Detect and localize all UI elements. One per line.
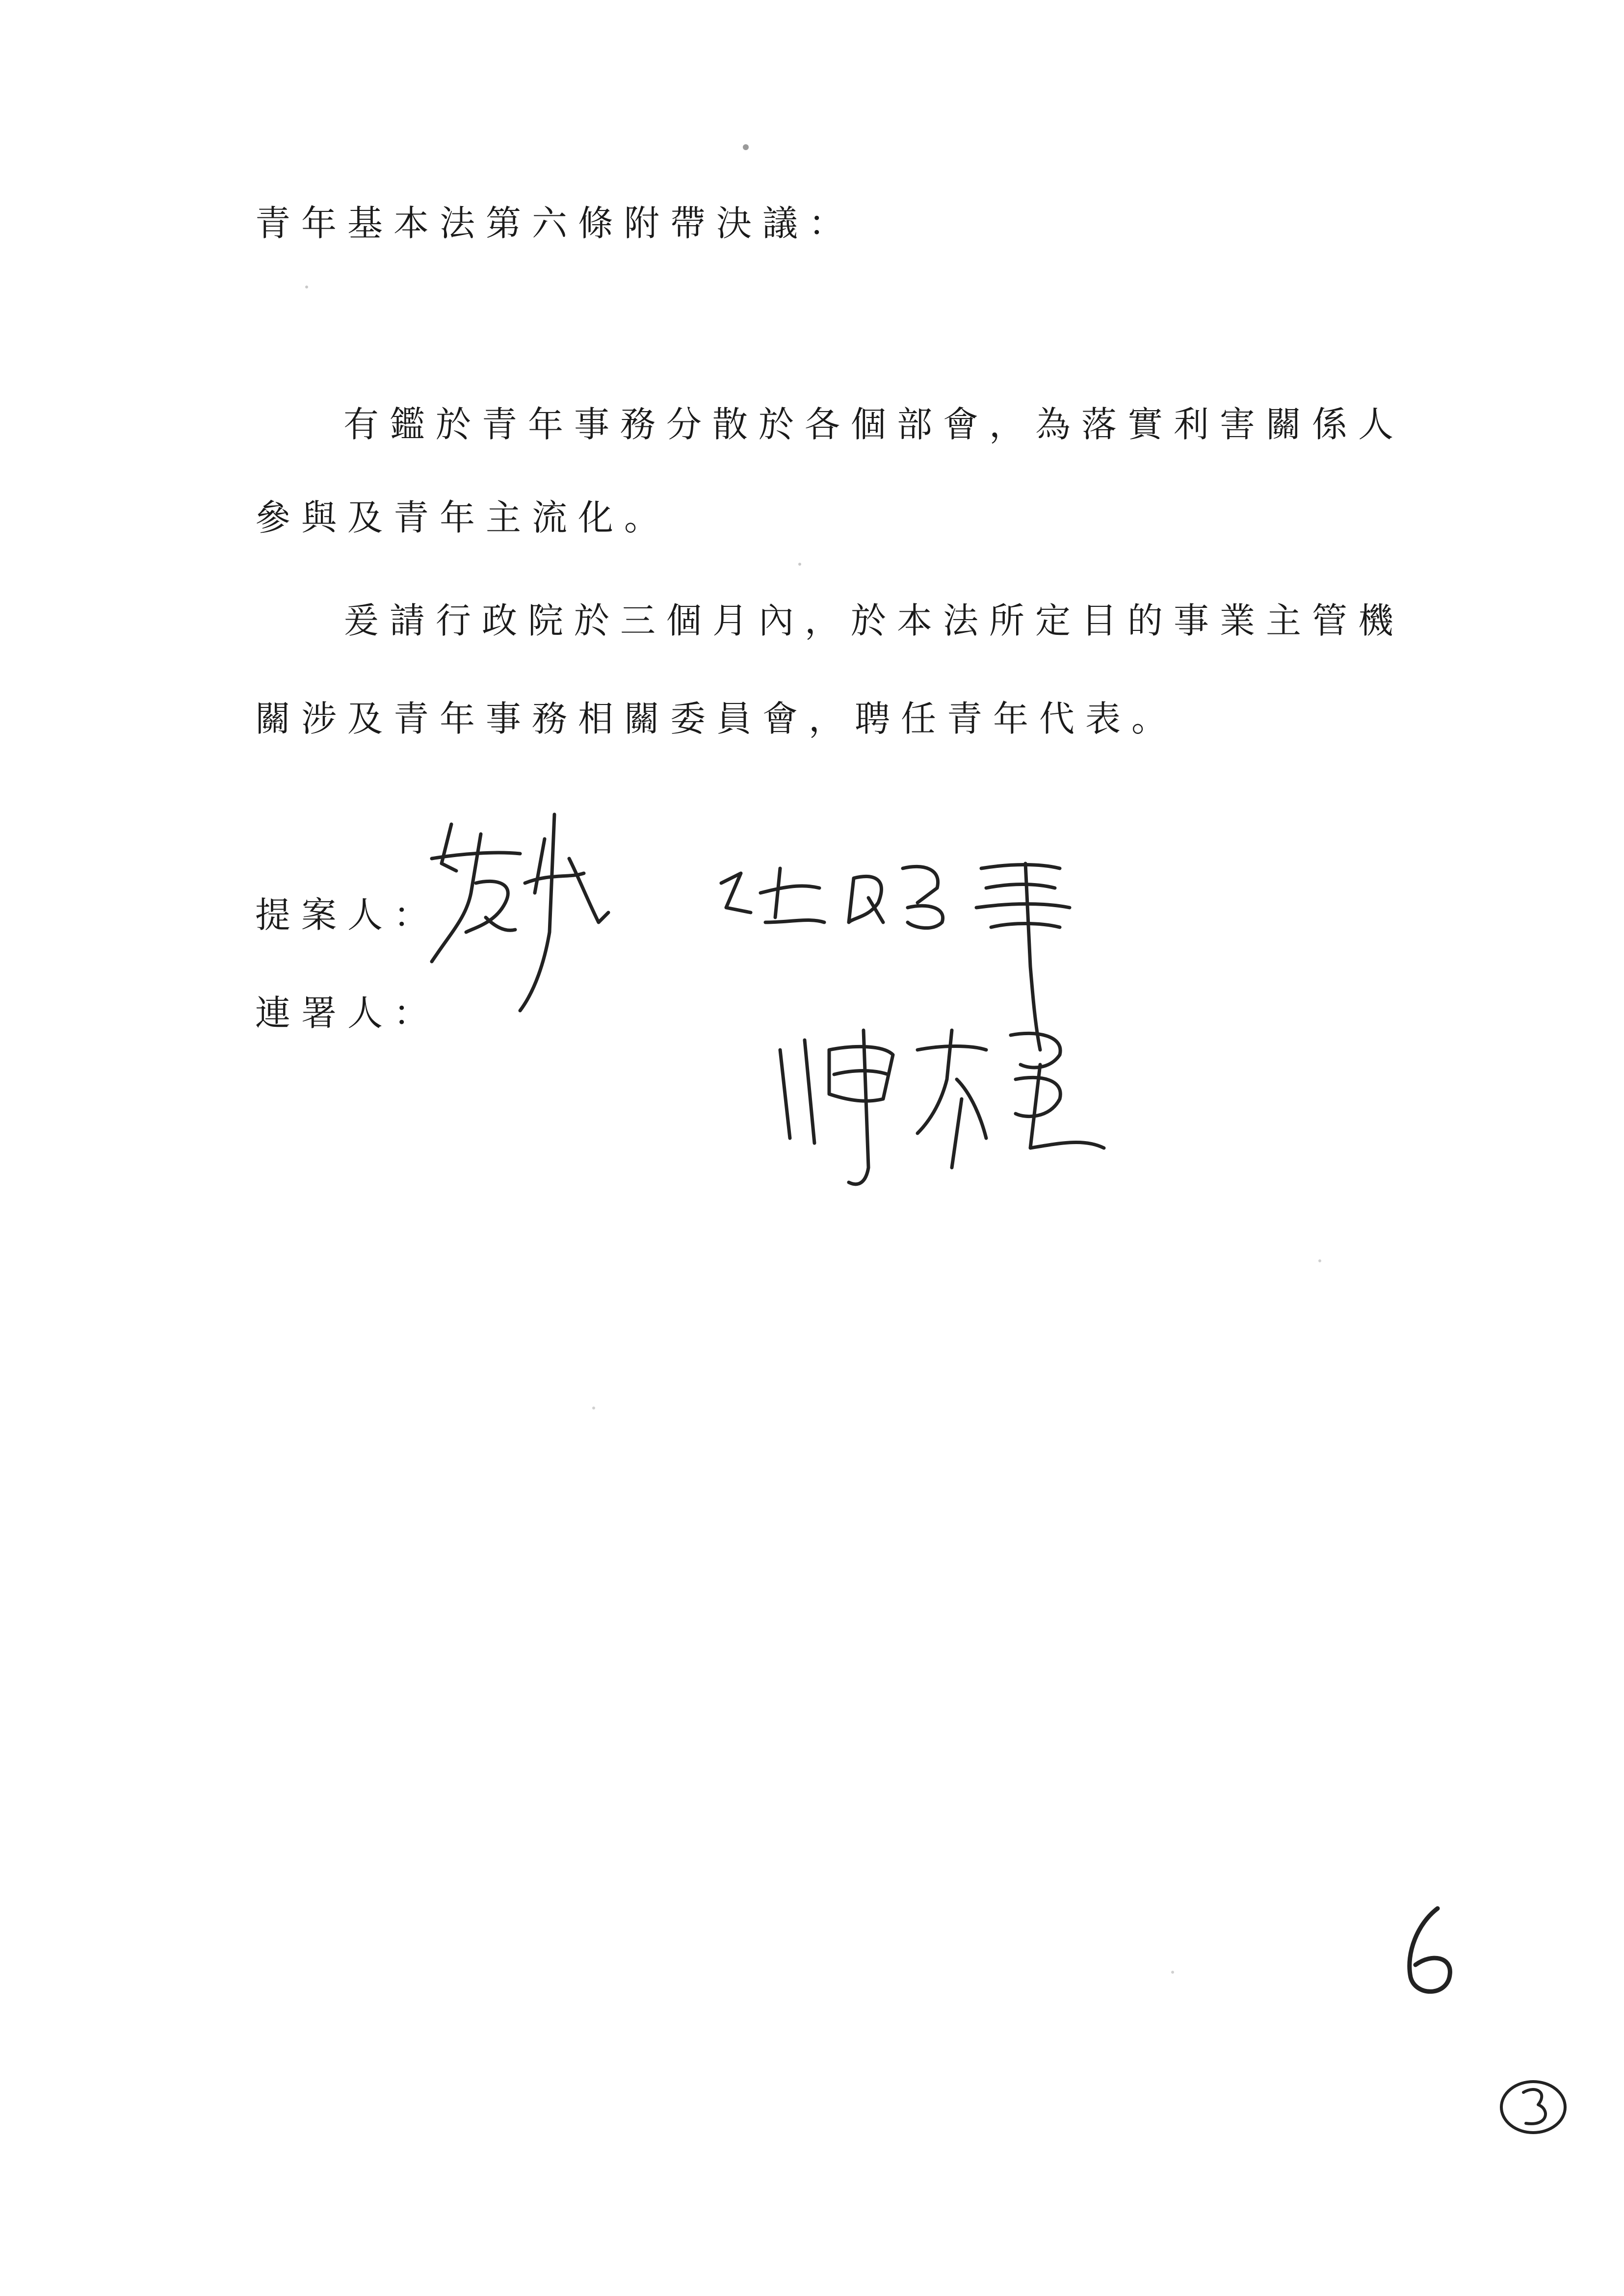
resolution-title: 青年基本法第六條附帶決議： — [255, 203, 855, 244]
paragraph-2-line-2: 關涉及青年事務相關委員會，聘任青年代表。 — [255, 698, 1178, 739]
proposer-signature-1 — [422, 805, 628, 1020]
paragraph-2-line-1: 爰請行政院於三個月內，於本法所定目的事業主管機 — [343, 600, 1405, 641]
paragraph-1-line-2: 參與及青年主流化。 — [255, 497, 671, 538]
cosigner-label: 連署人： — [255, 992, 440, 1034]
cosigner-signature-1 — [765, 1020, 1109, 1197]
handwritten-page-number — [1393, 1904, 1472, 2004]
proposer-label: 提案人： — [255, 894, 440, 936]
paragraph-1-line-1: 有鑑於青年事務分散於各個部會，為落實利害關係人 — [343, 404, 1405, 445]
circled-page-number — [1496, 2075, 1570, 2141]
